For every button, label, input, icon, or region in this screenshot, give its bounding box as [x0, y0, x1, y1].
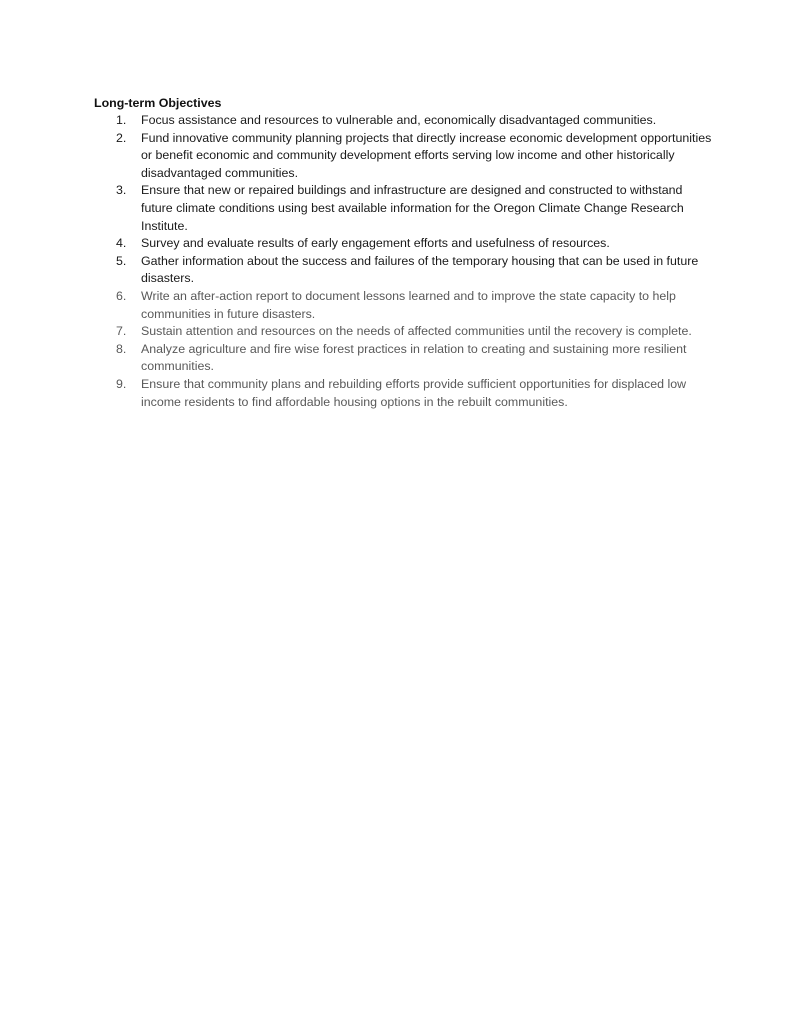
list-item-number: 3. — [116, 183, 127, 198]
objectives-list — [94, 112, 714, 411]
list-item — [94, 112, 714, 130]
list-item-number: 6. — [116, 288, 127, 303]
list-item — [94, 323, 714, 341]
list-item — [94, 376, 714, 411]
list-item-number: 8. — [116, 341, 127, 356]
list-item-number: 7. — [116, 324, 127, 339]
list-item-text: Survey and evaluate results of early engagement efforts and usefulness of resources. — [141, 236, 610, 251]
list-item — [94, 288, 714, 323]
list-item-text: Write an after-action report to document lessons learned and to improve the state capacity to help communities in future disasters. — [141, 288, 676, 321]
list-item — [94, 253, 714, 288]
list-item — [94, 341, 714, 376]
list-item-text: Focus assistance and resources to vulnerable and, economically disadvantaged communities. — [141, 113, 657, 127]
list-item — [94, 235, 714, 253]
list-item — [94, 182, 714, 235]
list-item-number: 4. — [116, 236, 127, 251]
list-item-text: Ensure that new or repaired buildings and infrastructure are designed and constructed to withstand future climate conditions using best available information for the Oregon Climate Change Research Institute. — [141, 183, 684, 233]
list-item-number: 2. — [116, 130, 127, 145]
list-item-text: Fund innovative community planning projects that directly increase economic development opportunities or benefit economic and community development efforts serving low income and other historically disadvantaged communities. — [141, 130, 712, 180]
list-item-number: 9. — [116, 376, 127, 391]
list-item-number: 1. — [116, 113, 127, 127]
list-item-number: 5. — [116, 253, 127, 268]
list-item-text: Ensure that community plans and rebuilding efforts provide sufficient opportunities for displaced low income residents to find affordable housing options in the rebuilt communities. — [141, 376, 687, 409]
list-item-text: Gather information about the success and failures of the temporary housing that can be used in future disasters. — [141, 253, 699, 286]
list-item-text: Analyze agriculture and fire wise forest practices in relation to creating and sustaining more resilient communities. — [141, 341, 687, 374]
list-item — [94, 130, 714, 183]
list-item-text: Sustain attention and resources on the needs of affected communities until the recovery is complete. — [141, 324, 692, 339]
section-heading: Long-term Objectives — [94, 96, 222, 110]
